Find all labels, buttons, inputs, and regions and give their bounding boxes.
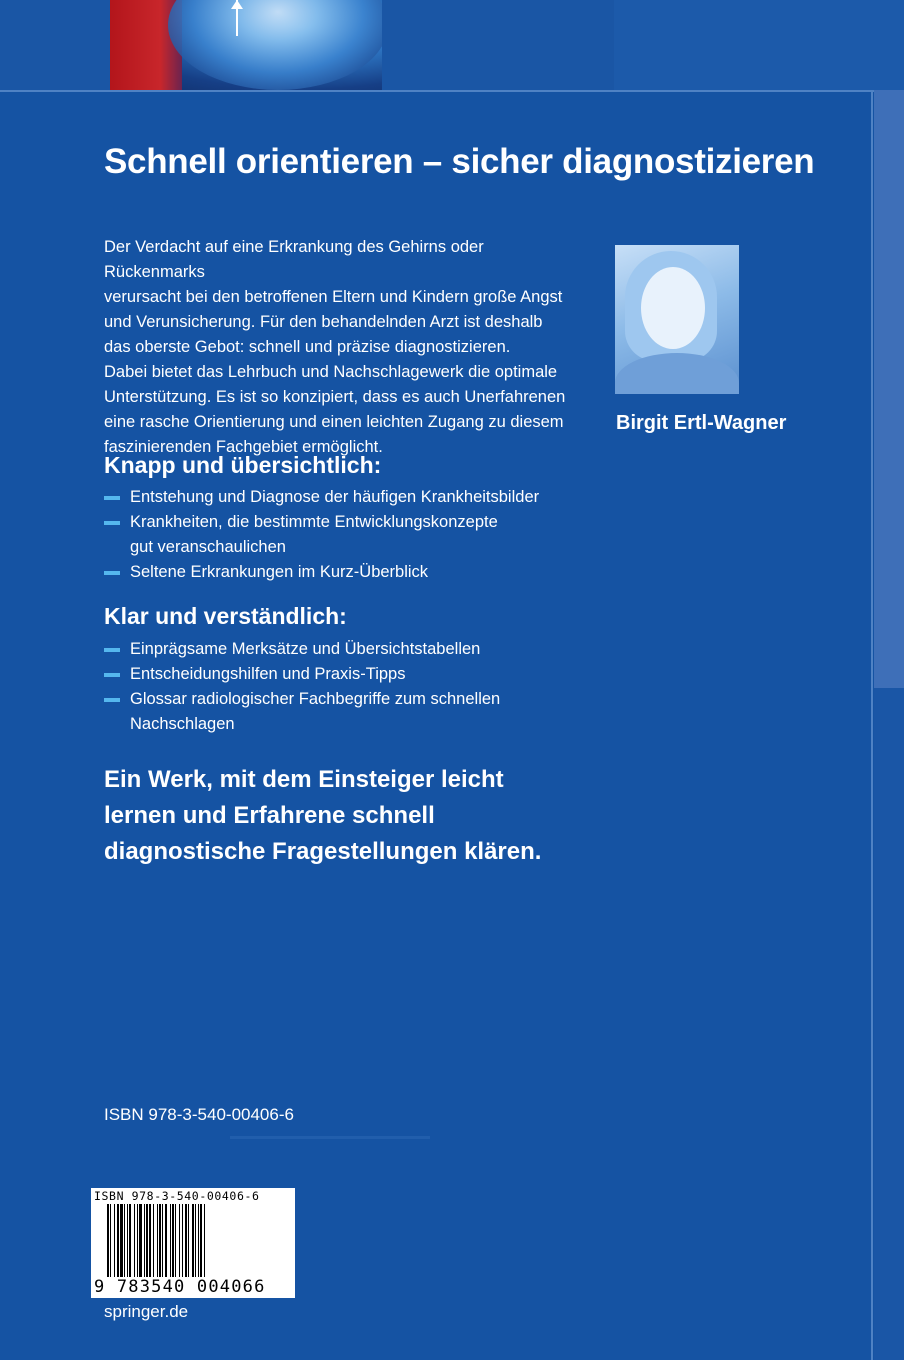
headline: Schnell orientieren – sicher diagnostizieren (104, 142, 815, 181)
publisher-url: springer.de (104, 1302, 189, 1321)
barcode-bar (195, 1204, 196, 1278)
barcode-bar (162, 1204, 163, 1278)
section-title-knapp: Knapp und übersichtlich: (104, 452, 382, 478)
author-name: Birgit Ertl-Wagner (616, 412, 787, 434)
barcode-bar (159, 1204, 161, 1278)
barcode-bar (179, 1204, 180, 1278)
barcode-digits: 9 783540 004066 (94, 1277, 266, 1297)
barcode-bar (124, 1204, 125, 1278)
barcode-bar (172, 1204, 174, 1278)
section-title-klar: Klar und verständlich: (104, 603, 347, 629)
list-item (104, 510, 574, 560)
barcode-bar (107, 1204, 109, 1284)
isbn-text: ISBN 978-3-540-00406-6 (104, 1105, 294, 1124)
bullet-dash-icon (104, 571, 120, 575)
list-item-text: Entscheidungshilfen und Praxis-Tipps (130, 665, 406, 683)
portrait-shoulders (615, 353, 739, 394)
barcode-bar (182, 1204, 183, 1278)
top-right-band (614, 0, 904, 90)
barcode-bar (175, 1204, 176, 1278)
barcode-bar (114, 1204, 115, 1278)
barcode-bar (192, 1204, 194, 1278)
spine-strip (874, 90, 904, 688)
list-item (104, 662, 574, 687)
author-portrait (615, 245, 739, 394)
barcode-bar (146, 1204, 148, 1278)
mri-brain-image (110, 0, 382, 90)
barcode-bar (134, 1204, 135, 1278)
list-item-text: Seltene Erkrankungen im Kurz-Überblick (130, 563, 429, 581)
list-item (104, 560, 574, 585)
list-item (104, 637, 574, 662)
barcode-isbn-label: ISBN 978-3-540-00406-6 (94, 1189, 260, 1203)
frame-line-top (0, 90, 874, 92)
closing-statement: Ein Werk, mit dem Einsteiger leicht lernen und Erfahrene schnell diagnostische Fragestellungen klären. (104, 766, 542, 865)
barcode-bar (170, 1204, 171, 1278)
bullet-dash-icon (104, 648, 120, 652)
bullet-dash-icon (104, 698, 120, 702)
barcode-bar (200, 1204, 202, 1278)
list-item (104, 485, 574, 510)
barcode-bar (144, 1204, 145, 1278)
bullet-dash-icon (104, 521, 120, 525)
list-item (104, 687, 574, 737)
bullet-dash-icon (104, 496, 120, 500)
barcode-bar (127, 1204, 128, 1278)
barcode-bar (153, 1204, 154, 1278)
barcode-bar (110, 1204, 111, 1284)
list-item-text: Einprägsame Merksätze und Übersichtstabellen (130, 640, 481, 658)
feature-list-klar (104, 637, 574, 737)
list-item-text: Glossar radiologischer Fachbegriffe zum schnellen Nachschlagen (130, 690, 501, 733)
barcode (91, 1188, 295, 1298)
barcode-bar (204, 1204, 205, 1284)
mri-arrow-head-icon (231, 0, 243, 9)
intro-paragraph: Der Verdacht auf eine Erkrankung des Gehirns oder Rückenmarks verursacht bei den betroffenen Eltern und Kindern große Angst und Verunsicherung. Für den behandelnden Arzt ist deshalb das oberste Gebot: schnell und präzise diagnostizieren. Dabei bietet das Lehrbuch und Nachschlagewerk die optimale Unterstützung. Es ist so konzipiert, dass es auch Unerfahrenen eine rasche Orientierung und einen leichten Zugang zu diesem faszinierenden Fachgebiet ermöglicht. (104, 238, 566, 456)
barcode-bar (157, 1204, 158, 1284)
bullet-dash-icon (104, 673, 120, 677)
mri-brain-shape (168, 0, 382, 90)
portrait-face (641, 267, 705, 349)
barcode-bar (129, 1204, 131, 1278)
barcode-bar (139, 1204, 142, 1278)
frame-line-right (871, 90, 873, 1360)
spine-strip-lower (874, 688, 904, 1360)
list-item-text: Krankheiten, die bestimmte Entwicklungskonzepte gut veranschaulichen (130, 513, 498, 556)
barcode-bar (120, 1204, 123, 1278)
barcode-bar (165, 1204, 167, 1278)
faint-divider (230, 1136, 430, 1139)
feature-list-knapp (104, 485, 574, 585)
list-item-text: Entstehung und Diagnose der häufigen Krankheitsbilder (130, 488, 540, 506)
barcode-bar (149, 1204, 151, 1278)
barcode-bar (185, 1204, 187, 1278)
barcode-bar (117, 1204, 119, 1278)
barcode-bar (137, 1204, 138, 1278)
barcode-bar (198, 1204, 199, 1278)
barcode-bar (188, 1204, 189, 1278)
